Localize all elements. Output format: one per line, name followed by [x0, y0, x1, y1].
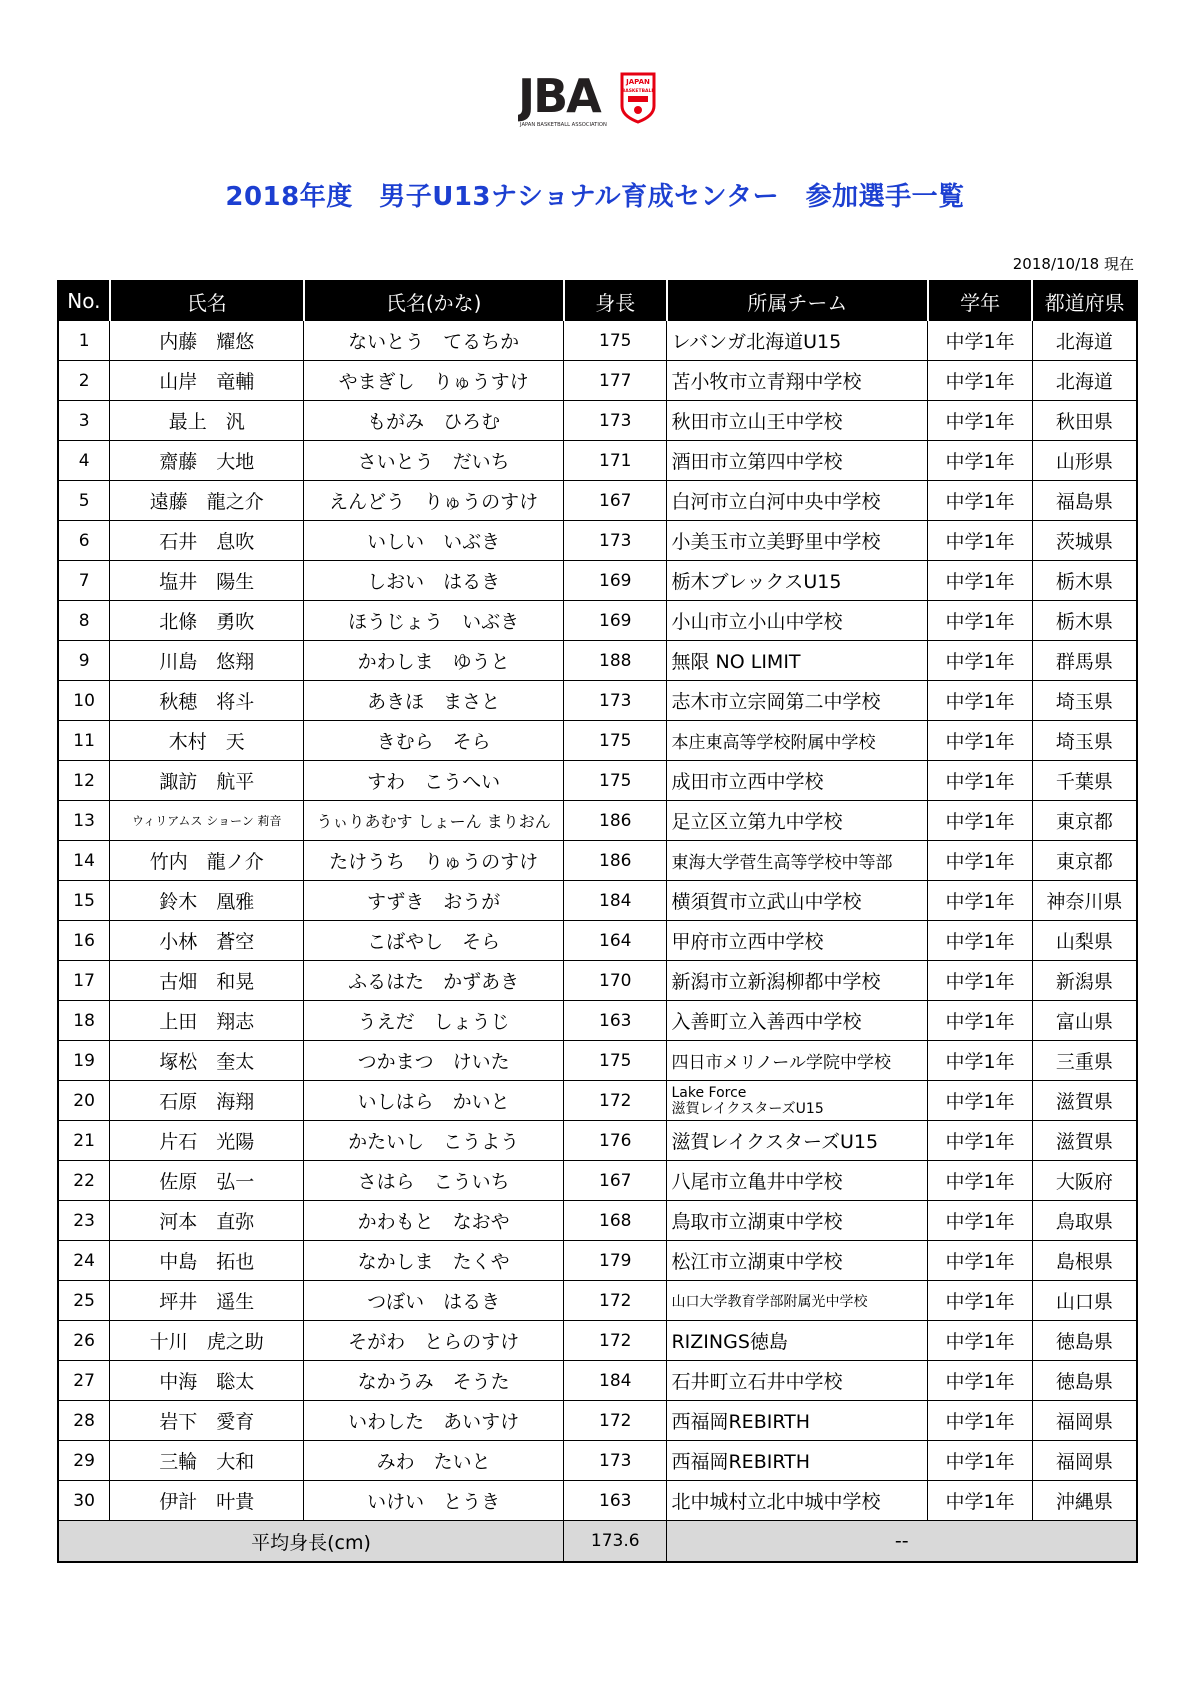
cell-kana: きむら そら — [304, 721, 564, 761]
cell-name: 木村 天 — [110, 721, 304, 761]
as-of-date: 2018/10/18 現在 — [1012, 255, 1134, 273]
col-header-prefecture: 都道府県 — [1032, 281, 1137, 321]
cell-height: 172 — [564, 1081, 667, 1121]
cell-name: 内藤 耀悠 — [110, 321, 304, 361]
cell-no: 6 — [58, 521, 110, 561]
cell-name: 中海 聡太 — [110, 1361, 304, 1401]
cell-no: 26 — [58, 1321, 110, 1361]
cell-no: 5 — [58, 481, 110, 521]
logo-subtitle: JAPAN BASKETBALL ASSOCIATION — [520, 122, 607, 128]
cell-team: 八尾市立亀井中学校 — [667, 1161, 928, 1201]
cell-team: 無限 NO LIMIT — [667, 641, 928, 681]
cell-prefecture: 茨城県 — [1032, 521, 1137, 561]
cell-team: 石井町立石井中学校 — [667, 1361, 928, 1401]
cell-prefecture: 滋賀県 — [1032, 1081, 1137, 1121]
cell-grade: 中学1年 — [928, 561, 1033, 601]
table-row — [58, 1081, 1137, 1121]
cell-kana: こばやし そら — [304, 921, 564, 961]
cell-prefecture: 鳥取県 — [1032, 1201, 1137, 1241]
cell-kana: さいとう だいち — [304, 441, 564, 481]
col-header-name: 氏名 — [110, 281, 304, 321]
cell-height: 173 — [564, 681, 667, 721]
cell-no: 4 — [58, 441, 110, 481]
cell-team-line2: 滋賀レイクスターズU15 — [671, 1100, 824, 1117]
cell-kana: かわもと なおや — [304, 1201, 564, 1241]
cell-team: 成田市立西中学校 — [667, 761, 928, 801]
col-header-team: 所属チーム — [667, 281, 928, 321]
cell-prefecture: 栃木県 — [1032, 601, 1137, 641]
cell-prefecture: 東京都 — [1032, 801, 1137, 841]
cell-grade: 中学1年 — [928, 1401, 1033, 1441]
cell-prefecture: 島根県 — [1032, 1241, 1137, 1281]
table-row — [58, 881, 1137, 921]
table-row — [58, 1121, 1137, 1161]
cell-team: 鳥取市立湖東中学校 — [667, 1201, 928, 1241]
cell-name: 岩下 愛育 — [110, 1401, 304, 1441]
cell-height: 176 — [564, 1121, 667, 1161]
logo-letters: JBA — [518, 70, 600, 123]
cell-name: 齋藤 大地 — [110, 441, 304, 481]
table-row — [58, 561, 1137, 601]
cell-prefecture: 福岡県 — [1032, 1401, 1137, 1441]
cell-team: 酒田市立第四中学校 — [667, 441, 928, 481]
cell-kana: うえだ しょうじ — [304, 1001, 564, 1041]
cell-grade: 中学1年 — [928, 481, 1033, 521]
cell-no: 13 — [58, 801, 110, 841]
cell-kana: すずき おうが — [304, 881, 564, 921]
cell-grade: 中学1年 — [928, 321, 1033, 361]
cell-kana: いけい とうき — [304, 1481, 564, 1521]
cell-no: 23 — [58, 1201, 110, 1241]
cell-height: 184 — [564, 1361, 667, 1401]
col-header-grade: 学年 — [928, 281, 1033, 321]
cell-height: 188 — [564, 641, 667, 681]
cell-name: 石井 息吹 — [110, 521, 304, 561]
cell-kana: ほうじょう いぶき — [304, 601, 564, 641]
cell-name: 片石 光陽 — [110, 1121, 304, 1161]
cell-height: 169 — [564, 601, 667, 641]
col-header-kana: 氏名(かな) — [304, 281, 564, 321]
cell-name: 鈴木 凰雅 — [110, 881, 304, 921]
basketball-icon — [634, 106, 642, 114]
cell-grade: 中学1年 — [928, 801, 1033, 841]
cell-kana: ふるはた かずあき — [304, 961, 564, 1001]
cell-name: 小林 蒼空 — [110, 921, 304, 961]
cell-no: 2 — [58, 361, 110, 401]
cell-name: 塚松 奎太 — [110, 1041, 304, 1081]
table-row — [58, 1041, 1137, 1081]
jba-logo-graphic — [518, 70, 678, 132]
cell-kana: いしい いぶき — [304, 521, 564, 561]
cell-team: 小美玉市立美野里中学校 — [667, 521, 928, 561]
cell-no: 25 — [58, 1281, 110, 1321]
cell-no: 28 — [58, 1401, 110, 1441]
cell-grade: 中学1年 — [928, 961, 1033, 1001]
cell-kana: うぃりあむす しょーん まりおん — [304, 801, 564, 841]
cell-name: 北條 勇吹 — [110, 601, 304, 641]
cell-height: 175 — [564, 1041, 667, 1081]
cell-grade: 中学1年 — [928, 601, 1033, 641]
cell-no: 8 — [58, 601, 110, 641]
cell-no: 29 — [58, 1441, 110, 1481]
cell-grade: 中学1年 — [928, 1281, 1033, 1321]
cell-prefecture: 東京都 — [1032, 841, 1137, 881]
table-row — [58, 721, 1137, 761]
jba-logo — [518, 70, 678, 132]
cell-team-line1: Lake Force — [671, 1084, 747, 1101]
cell-name: 石原 海翔 — [110, 1081, 304, 1121]
cell-name: 遠藤 龍之介 — [110, 481, 304, 521]
cell-team: 本庄東高等学校附属中学校 — [667, 721, 928, 761]
cell-team: RIZINGS徳島 — [667, 1321, 928, 1361]
cell-height: 171 — [564, 441, 667, 481]
table-row — [58, 801, 1137, 841]
cell-team: 苫小牧市立青翔中学校 — [667, 361, 928, 401]
cell-kana: すわ こうへい — [304, 761, 564, 801]
cell-prefecture: 新潟県 — [1032, 961, 1137, 1001]
cell-kana: さはら こういち — [304, 1161, 564, 1201]
cell-height: 173 — [564, 1441, 667, 1481]
cell-team: 小山市立小山中学校 — [667, 601, 928, 641]
table-row — [58, 1481, 1137, 1521]
cell-height: 170 — [564, 961, 667, 1001]
cell-grade: 中学1年 — [928, 441, 1033, 481]
cell-no: 24 — [58, 1241, 110, 1281]
cell-prefecture: 秋田県 — [1032, 401, 1137, 441]
cell-prefecture: 福岡県 — [1032, 1441, 1137, 1481]
average-label: 平均身長(cm) — [58, 1521, 564, 1563]
cell-grade: 中学1年 — [928, 1481, 1033, 1521]
cell-kana: しおい はるき — [304, 561, 564, 601]
table-row — [58, 681, 1137, 721]
cell-height: 179 — [564, 1241, 667, 1281]
cell-height: 167 — [564, 1161, 667, 1201]
cell-team: 新潟市立新潟柳都中学校 — [667, 961, 928, 1001]
cell-no: 22 — [58, 1161, 110, 1201]
cell-grade: 中学1年 — [928, 401, 1033, 441]
cell-height: 173 — [564, 521, 667, 561]
cell-kana: かたいし こうよう — [304, 1121, 564, 1161]
cell-height: 175 — [564, 721, 667, 761]
cell-team: 北中城村立北中城中学校 — [667, 1481, 928, 1521]
cell-grade: 中学1年 — [928, 681, 1033, 721]
cell-prefecture: 山口県 — [1032, 1281, 1137, 1321]
cell-prefecture: 神奈川県 — [1032, 881, 1137, 921]
table-row — [58, 921, 1137, 961]
cell-grade: 中学1年 — [928, 361, 1033, 401]
table-row — [58, 441, 1137, 481]
cell-name: 河本 直弥 — [110, 1201, 304, 1241]
cell-name: ウィリアムス ショーン 莉音 — [110, 801, 304, 841]
cell-no: 12 — [58, 761, 110, 801]
cell-name: 伊計 叶貴 — [110, 1481, 304, 1521]
logo-badge-line1: JAPAN — [626, 78, 650, 86]
cell-team: 入善町立入善西中学校 — [667, 1001, 928, 1041]
cell-name: 竹内 龍ノ介 — [110, 841, 304, 881]
cell-grade: 中学1年 — [928, 921, 1033, 961]
cell-team: 横須賀市立武山中学校 — [667, 881, 928, 921]
cell-prefecture: 山形県 — [1032, 441, 1137, 481]
cell-name: 三輪 大和 — [110, 1441, 304, 1481]
cell-kana: いしはら かいと — [304, 1081, 564, 1121]
cell-height: 172 — [564, 1401, 667, 1441]
cell-height: 163 — [564, 1481, 667, 1521]
cell-no: 3 — [58, 401, 110, 441]
cell-name: 塩井 陽生 — [110, 561, 304, 601]
cell-kana: なかうみ そうた — [304, 1361, 564, 1401]
cell-name: 上田 翔志 — [110, 1001, 304, 1041]
cell-grade: 中学1年 — [928, 1161, 1033, 1201]
cell-prefecture: 滋賀県 — [1032, 1121, 1137, 1161]
table-row — [58, 481, 1137, 521]
cell-kana: えんどう りゅうのすけ — [304, 481, 564, 521]
table-row — [58, 961, 1137, 1001]
cell-kana: つぼい はるき — [304, 1281, 564, 1321]
cell-height: 186 — [564, 841, 667, 881]
average-height: 173.6 — [564, 1521, 667, 1563]
cell-kana: ないとう てるちか — [304, 321, 564, 361]
cell-prefecture: 山梨県 — [1032, 921, 1137, 961]
cell-grade: 中学1年 — [928, 841, 1033, 881]
cell-grade: 中学1年 — [928, 641, 1033, 681]
cell-name: 最上 汎 — [110, 401, 304, 441]
page-title: 2018年度 男子U13ナショナル育成センター 参加選手一覧 — [225, 182, 965, 212]
cell-no: 21 — [58, 1121, 110, 1161]
col-header-no: No. — [58, 281, 110, 321]
cell-grade: 中学1年 — [928, 1361, 1033, 1401]
cell-team: 松江市立湖東中学校 — [667, 1241, 928, 1281]
cell-team: 東海大学菅生高等学校中等部 — [667, 841, 928, 881]
cell-team: 甲府市立西中学校 — [667, 921, 928, 961]
cell-prefecture: 千葉県 — [1032, 761, 1137, 801]
cell-no: 17 — [58, 961, 110, 1001]
player-table — [57, 280, 1138, 1563]
table-row — [58, 521, 1137, 561]
cell-grade: 中学1年 — [928, 521, 1033, 561]
table-row — [58, 1281, 1137, 1321]
table-row — [58, 1361, 1137, 1401]
cell-kana: そがわ とらのすけ — [304, 1321, 564, 1361]
cell-grade: 中学1年 — [928, 1001, 1033, 1041]
cell-grade: 中学1年 — [928, 881, 1033, 921]
table-row — [58, 1441, 1137, 1481]
cell-prefecture: 福島県 — [1032, 481, 1137, 521]
cell-team: 秋田市立山王中学校 — [667, 401, 928, 441]
cell-height: 175 — [564, 321, 667, 361]
table-row — [58, 401, 1137, 441]
cell-team: 四日市メリノール学院中学校 — [667, 1041, 928, 1081]
cell-prefecture: 富山県 — [1032, 1001, 1137, 1041]
cell-no: 27 — [58, 1361, 110, 1401]
table-row — [58, 601, 1137, 641]
table-row — [58, 1321, 1137, 1361]
table-header-row — [58, 281, 1137, 321]
cell-name: 諏訪 航平 — [110, 761, 304, 801]
cell-no: 1 — [58, 321, 110, 361]
cell-grade: 中学1年 — [928, 1041, 1033, 1081]
cell-name: 秋穂 将斗 — [110, 681, 304, 721]
table-row — [58, 761, 1137, 801]
cell-team: レバンガ北海道U15 — [667, 321, 928, 361]
cell-team: 足立区立第九中学校 — [667, 801, 928, 841]
cell-height: 177 — [564, 361, 667, 401]
cell-height: 175 — [564, 761, 667, 801]
cell-no: 18 — [58, 1001, 110, 1041]
cell-name: 古畑 和晃 — [110, 961, 304, 1001]
table-row — [58, 641, 1137, 681]
cell-kana: たけうち りゅうのすけ — [304, 841, 564, 881]
cell-name: 中島 拓也 — [110, 1241, 304, 1281]
cell-team: 滋賀レイクスターズU15 — [667, 1121, 928, 1161]
table-row — [58, 1001, 1137, 1041]
cell-no: 11 — [58, 721, 110, 761]
cell-grade: 中学1年 — [928, 1201, 1033, 1241]
cell-team — [667, 1081, 928, 1121]
cell-kana: なかしま たくや — [304, 1241, 564, 1281]
cell-kana: あきほ まさと — [304, 681, 564, 721]
cell-name: 坪井 遥生 — [110, 1281, 304, 1321]
table-row — [58, 841, 1137, 881]
cell-grade: 中学1年 — [928, 1081, 1033, 1121]
cell-height: 167 — [564, 481, 667, 521]
cell-prefecture: 徳島県 — [1032, 1321, 1137, 1361]
cell-prefecture: 三重県 — [1032, 1041, 1137, 1081]
cell-no: 16 — [58, 921, 110, 961]
cell-no: 19 — [58, 1041, 110, 1081]
table-row — [58, 321, 1137, 361]
cell-name: 山岸 竜輔 — [110, 361, 304, 401]
cell-height: 172 — [564, 1281, 667, 1321]
cell-no: 30 — [58, 1481, 110, 1521]
cell-grade: 中学1年 — [928, 1121, 1033, 1161]
cell-prefecture: 沖縄県 — [1032, 1481, 1137, 1521]
cell-height: 164 — [564, 921, 667, 961]
cell-team: 西福岡REBIRTH — [667, 1441, 928, 1481]
cell-prefecture: 埼玉県 — [1032, 721, 1137, 761]
cell-kana: いわした あいすけ — [304, 1401, 564, 1441]
cell-prefecture: 北海道 — [1032, 361, 1137, 401]
cell-height: 168 — [564, 1201, 667, 1241]
cell-name: 十川 虎之助 — [110, 1321, 304, 1361]
cell-height: 172 — [564, 1321, 667, 1361]
cell-prefecture: 北海道 — [1032, 321, 1137, 361]
table-row — [58, 1241, 1137, 1281]
cell-grade: 中学1年 — [928, 761, 1033, 801]
cell-kana: みわ たいと — [304, 1441, 564, 1481]
cell-no: 7 — [58, 561, 110, 601]
cell-height: 163 — [564, 1001, 667, 1041]
cell-grade: 中学1年 — [928, 1321, 1033, 1361]
cell-name: 佐原 弘一 — [110, 1161, 304, 1201]
cell-height: 173 — [564, 401, 667, 441]
logo-badge-line2: BASKETBALL — [621, 89, 655, 94]
cell-no: 10 — [58, 681, 110, 721]
average-rest: -- — [667, 1521, 1137, 1563]
cell-grade: 中学1年 — [928, 1241, 1033, 1281]
table-row — [58, 361, 1137, 401]
cell-kana: やまぎし りゅうすけ — [304, 361, 564, 401]
cell-no: 15 — [58, 881, 110, 921]
table-row — [58, 1401, 1137, 1441]
cell-team: 山口大学教育学部附属光中学校 — [667, 1281, 928, 1321]
cell-height: 186 — [564, 801, 667, 841]
cell-no: 14 — [58, 841, 110, 881]
cell-prefecture: 徳島県 — [1032, 1361, 1137, 1401]
cell-prefecture: 埼玉県 — [1032, 681, 1137, 721]
cell-prefecture: 大阪府 — [1032, 1161, 1137, 1201]
cell-grade: 中学1年 — [928, 1441, 1033, 1481]
cell-prefecture: 栃木県 — [1032, 561, 1137, 601]
cell-prefecture: 群馬県 — [1032, 641, 1137, 681]
cell-team: 志木市立宗岡第二中学校 — [667, 681, 928, 721]
cell-height: 184 — [564, 881, 667, 921]
cell-kana: かわしま ゆうと — [304, 641, 564, 681]
cell-team: 白河市立白河中央中学校 — [667, 481, 928, 521]
table-row — [58, 1161, 1137, 1201]
average-row — [58, 1521, 1137, 1563]
logo-emblem — [628, 96, 648, 102]
cell-no: 20 — [58, 1081, 110, 1121]
table-row — [58, 1201, 1137, 1241]
cell-name: 川島 悠翔 — [110, 641, 304, 681]
cell-height: 169 — [564, 561, 667, 601]
col-header-height: 身長 — [564, 281, 667, 321]
cell-no: 9 — [58, 641, 110, 681]
cell-kana: もがみ ひろむ — [304, 401, 564, 441]
cell-team: 西福岡REBIRTH — [667, 1401, 928, 1441]
cell-kana: つかまつ けいた — [304, 1041, 564, 1081]
cell-grade: 中学1年 — [928, 721, 1033, 761]
cell-team: 栃木ブレックスU15 — [667, 561, 928, 601]
